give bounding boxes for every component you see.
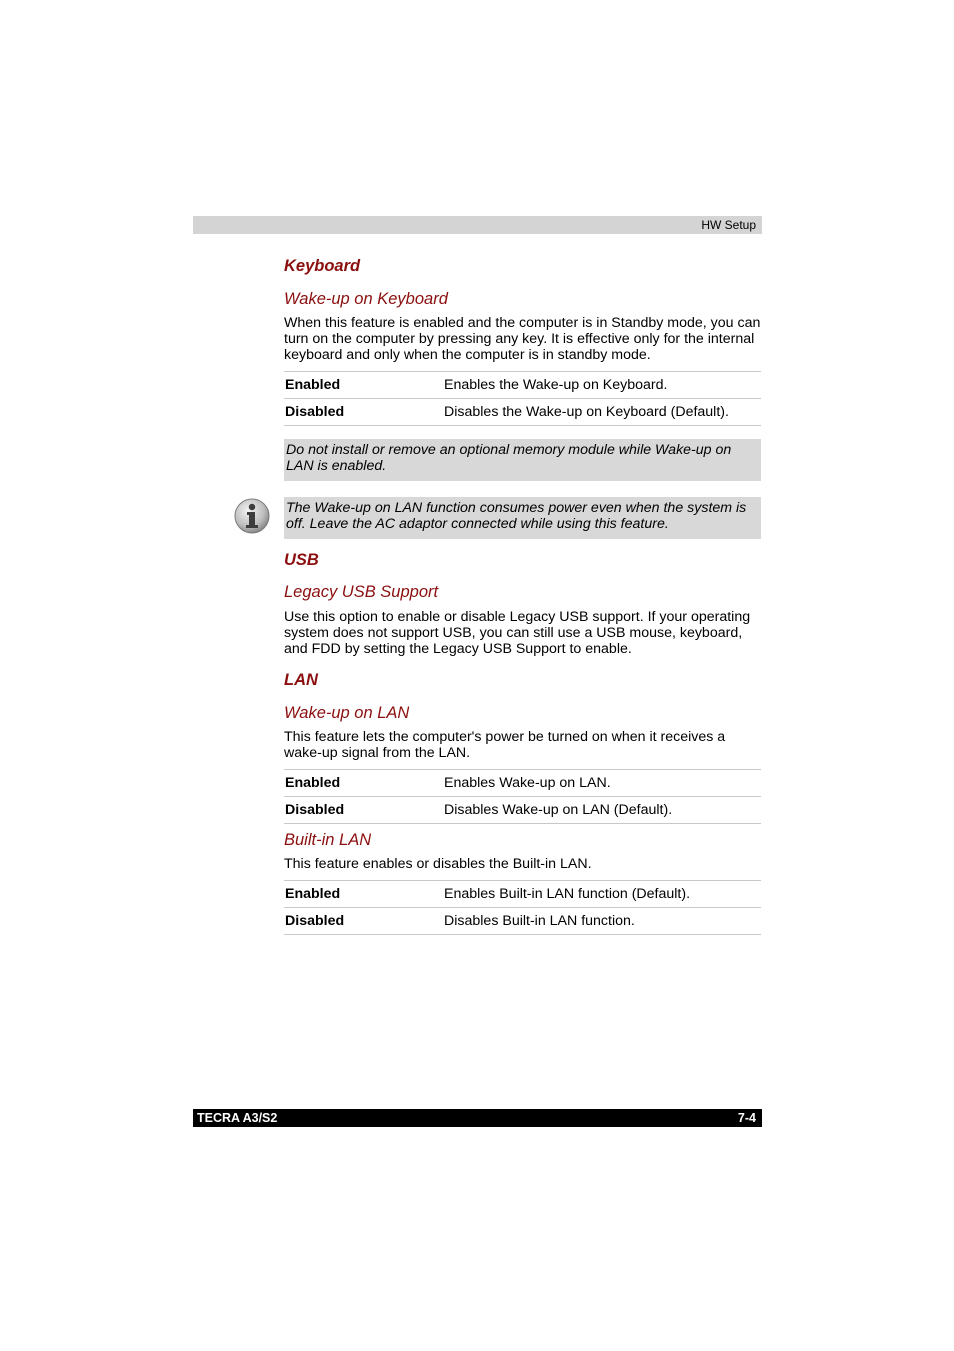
memory-note: Do not install or remove an optional memory module while Wake-up on LAN is enabled. bbox=[284, 439, 761, 481]
table-row bbox=[284, 372, 761, 399]
usb-heading: USB bbox=[284, 551, 319, 569]
option-desc: Enables the Wake-up on Keyboard. bbox=[443, 372, 761, 399]
wake-lan-heading: Wake-up on LAN bbox=[284, 704, 410, 722]
header-title: HW Setup bbox=[701, 218, 756, 232]
table-row bbox=[284, 881, 761, 908]
power-note: The Wake-up on LAN function consumes power even when the system is off. Leave the AC adaptor connected while using this feature. bbox=[284, 497, 761, 539]
page-footer-bar bbox=[193, 1109, 762, 1127]
builtin-lan-text: This feature enables or disables the Built-in LAN. bbox=[284, 856, 592, 872]
table-row bbox=[284, 797, 761, 824]
option-label: Enabled bbox=[284, 881, 443, 908]
option-label: Enabled bbox=[284, 372, 443, 399]
keyboard-heading: Keyboard bbox=[284, 257, 361, 275]
footer-model: TECRA A3/S2 bbox=[197, 1111, 278, 1125]
wake-keyboard-heading: Wake-up on Keyboard bbox=[284, 290, 448, 308]
builtin-lan-table bbox=[284, 880, 761, 935]
option-label: Disabled bbox=[284, 908, 443, 935]
table-row bbox=[284, 908, 761, 935]
wake-lan-table bbox=[284, 769, 761, 824]
table-row bbox=[284, 770, 761, 797]
option-desc: Disables the Wake-up on Keyboard (Default). bbox=[443, 399, 761, 426]
lan-heading: LAN bbox=[284, 671, 318, 689]
option-desc: Disables Built-in LAN function. bbox=[443, 908, 761, 935]
option-label: Enabled bbox=[284, 770, 443, 797]
wake-keyboard-table bbox=[284, 371, 761, 426]
page-header-bar bbox=[193, 216, 762, 234]
footer-page-number: 7-4 bbox=[737, 1111, 756, 1125]
wake-lan-text: This feature lets the computer's power be turned on when it receives a wake-up signal from the LAN. bbox=[284, 729, 726, 761]
option-desc: Disables Wake-up on LAN (Default). bbox=[443, 797, 761, 824]
option-desc: Enables Built-in LAN function (Default). bbox=[443, 881, 761, 908]
table-row bbox=[284, 399, 761, 426]
legacy-usb-heading: Legacy USB Support bbox=[284, 583, 439, 601]
builtin-lan-heading: Built-in LAN bbox=[284, 831, 372, 849]
option-label: Disabled bbox=[284, 797, 443, 824]
option-desc: Enables Wake-up on LAN. bbox=[443, 770, 761, 797]
info-icon bbox=[234, 498, 270, 534]
option-label: Disabled bbox=[284, 399, 443, 426]
wake-keyboard-text: When this feature is enabled and the computer is in Standby mode, you can turn on the computer by pressing any key. It is effective only for the internal keyboard and only when the computer is in standby mode. bbox=[284, 315, 761, 363]
legacy-usb-text: Use this option to enable or disable Legacy USB support. If your operating system does not support USB, you can still use a USB mouse, keyboard, and FDD by setting the Legacy USB Support to enable. bbox=[284, 609, 751, 657]
